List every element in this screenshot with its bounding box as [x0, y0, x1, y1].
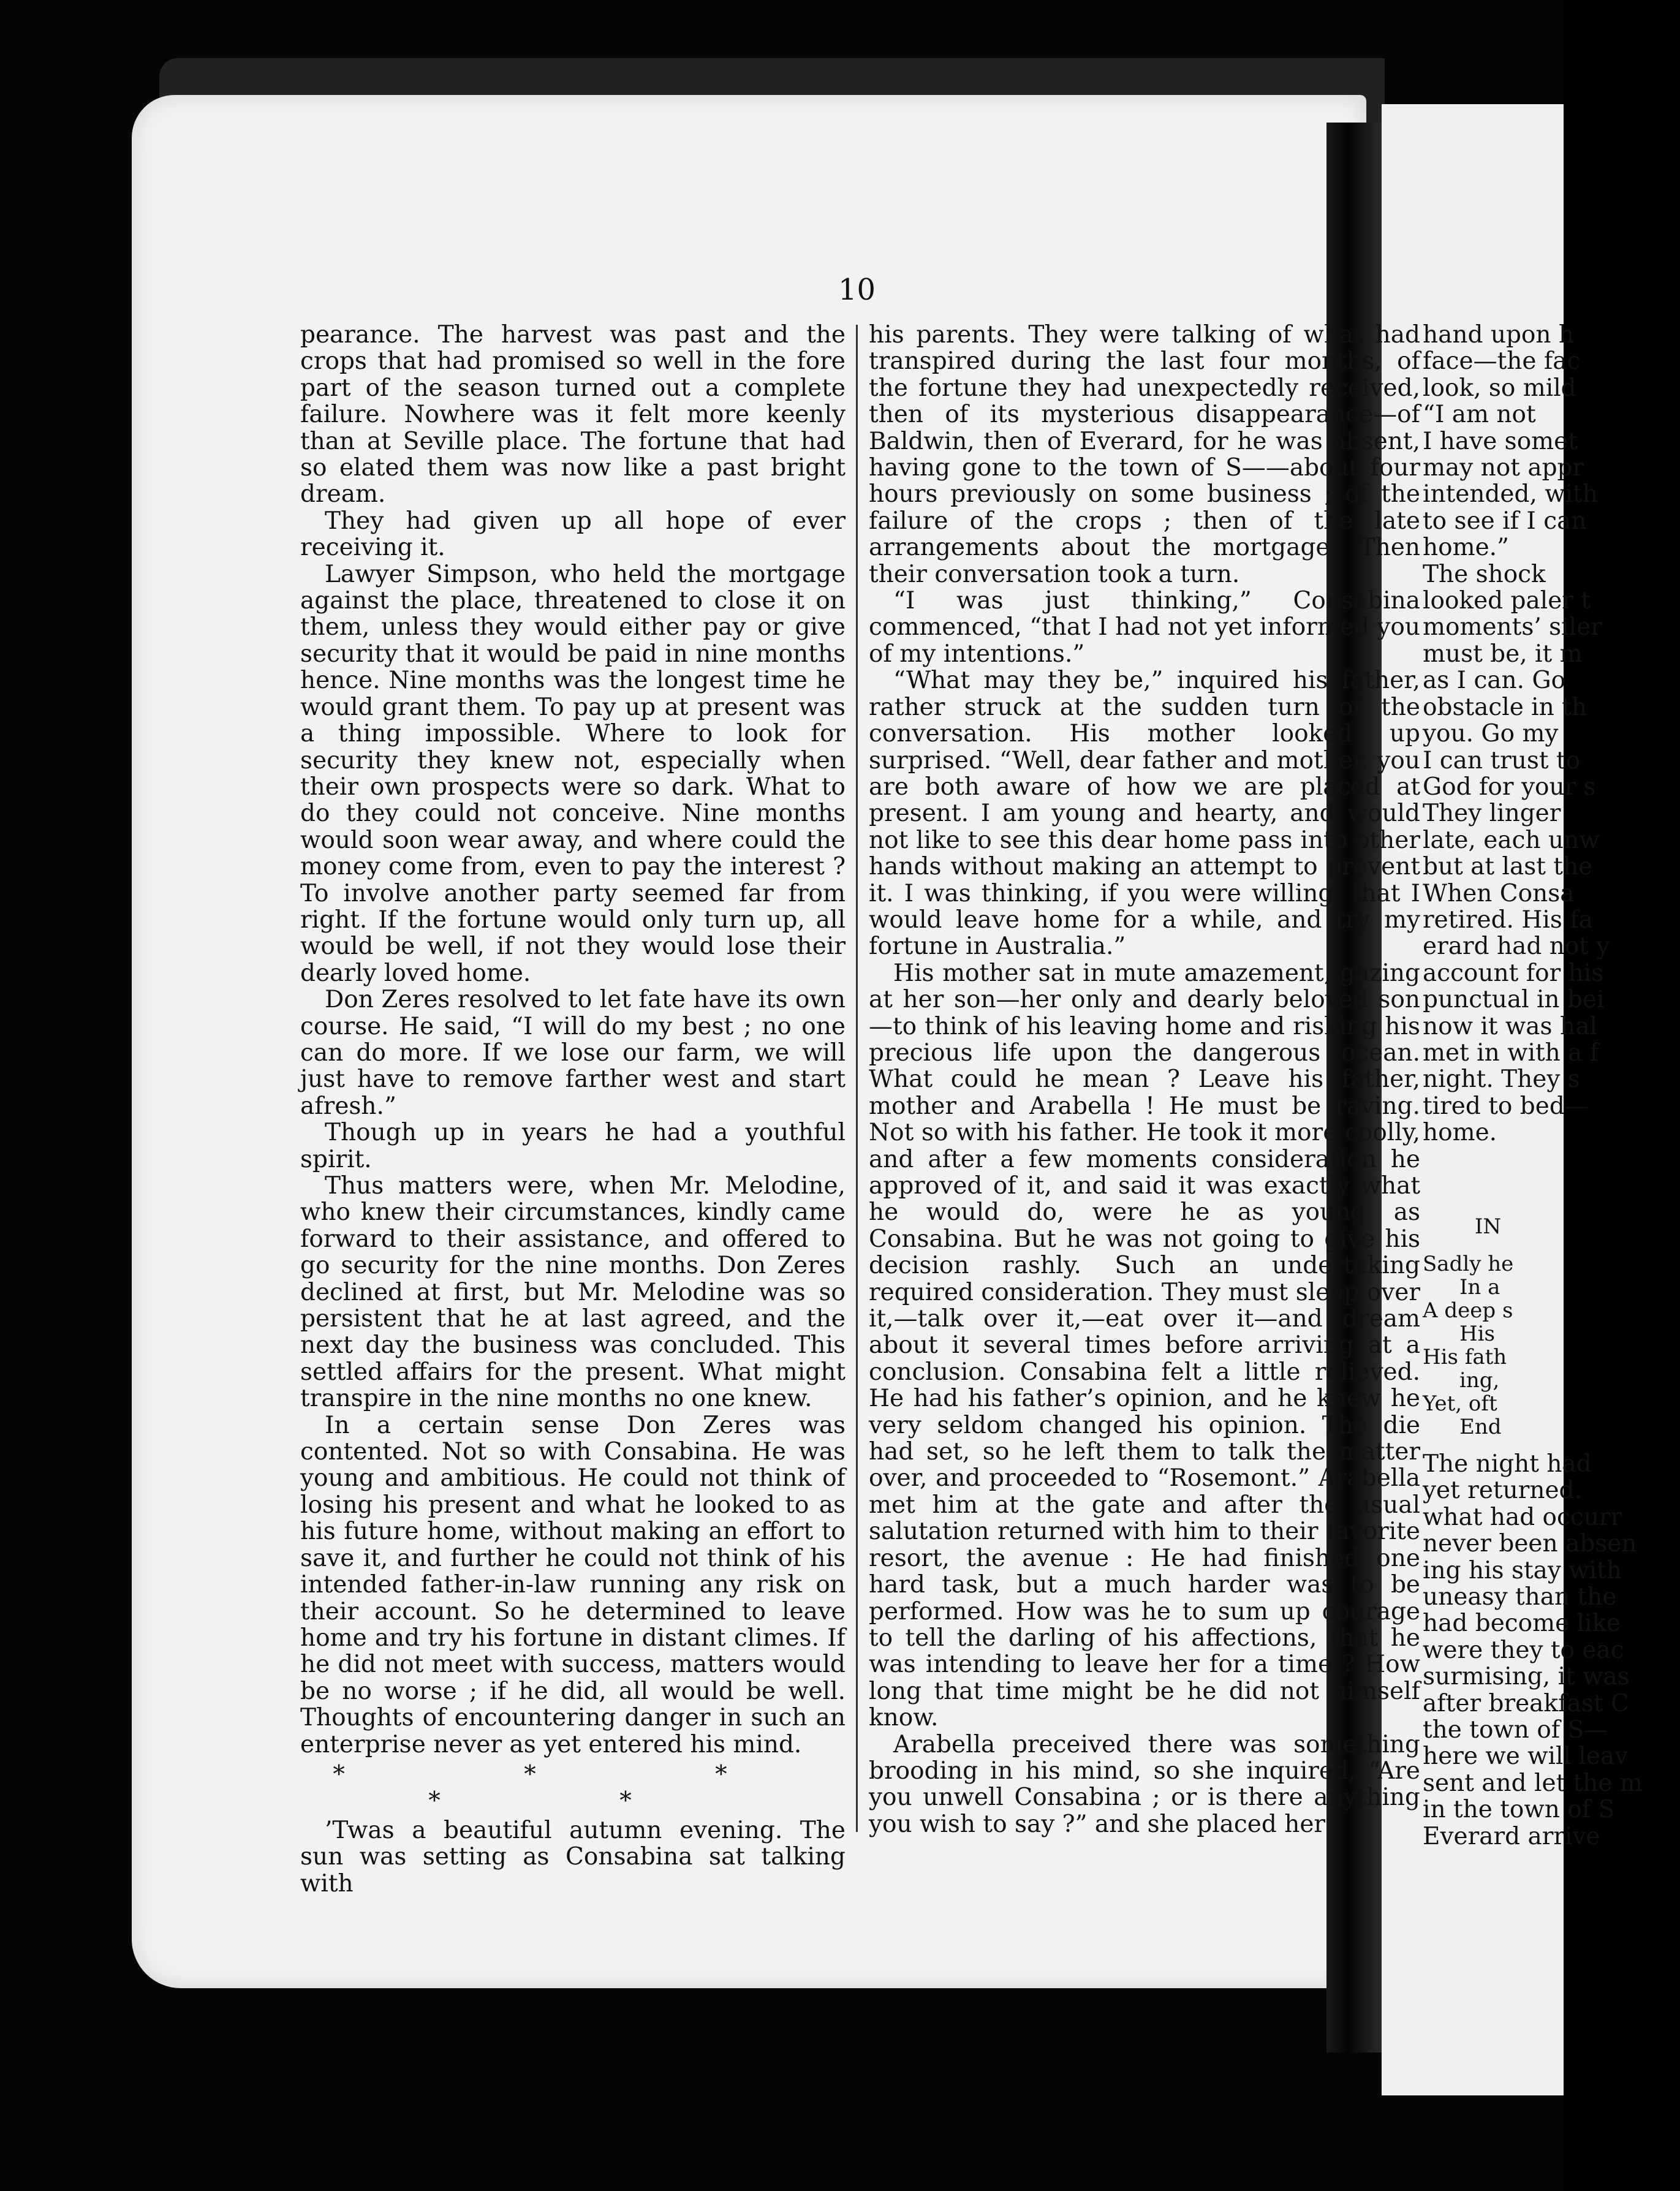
text-line-fragment: moments’ siler	[1423, 613, 1602, 641]
text-line-fragment: home.	[1423, 1119, 1497, 1147]
text-line-fragment: night. They s	[1423, 1065, 1580, 1094]
text-line-fragment: uneasy than the	[1423, 1583, 1617, 1611]
text-line-fragment: what had occurr	[1423, 1503, 1622, 1531]
paragraph: His mother sat in mute amazement, gazing at her son—her only and dearly beloved son—to think of his leaving home and risking his precious life upon the dangerous ocean. What could he mean ? Leave his father, mother and Arabella ! He must be raving. Not so with his father. He took it more coolly, and after a few moments consideration he approved of it, and said it was exactly what he would do, were he as young as Consabina. But he was not going to give his decision rashly. Such an undertaking required consideration. They must sleep over it,—talk over it,—eat over it—and dream about it several times before arriving at a conclusion. Consabina felt a little relieved. He had his father’s opinion, and he knew he very seldom changed his opinion. The die had set, so he left them to talk the matter over, and proceeded to “Rosemont.” Arabella met him at the gate and after the usual salutation returned with him to their favorite resort, the avenue : He had finished one hard task, but a much harder was to be performed. How was he to sum up courage to tell the darling of his affections, that he was intending to leave her for a time ? How long that time might be he did not himself know.	[869, 959, 1420, 1732]
paragraph: Don Zeres resolved to let fate have its own course. He said, “I will do my best ; no one can do more. If we lose our farm, we will just have to remove farther west and start afresh.”	[300, 986, 846, 1120]
text-line-fragment: obstacle in th	[1423, 693, 1587, 721]
text-line-fragment: after breakfast C	[1423, 1689, 1629, 1717]
paragraph: Lawyer Simpson, who held the mortgage against the place, threatened to close it on them, unless they would either pay or give security that it would be paid in nine months hence. Nine months was the longest time he would grant them. To pay up at present was a thing impossible. Where to look for security they knew not, especially when their own prospects were so dark. What to do they could not conceive. Nine months would soon wear away, and where could the money come from, even to pay the interest ? To involve another party seemed far from right. If the fortune would only turn up, all would be well, if not they would lose their dearly loved home.	[300, 560, 846, 987]
text-line-fragment: had become like	[1423, 1610, 1621, 1638]
paragraph: ’Twas a beautiful autumn evening. The sun was setting as Consabina sat talking with	[300, 1816, 846, 1898]
text-line-fragment: here we will leav	[1423, 1743, 1629, 1771]
text-line-fragment: never been absen	[1423, 1530, 1637, 1558]
text-line-fragment: must be, it m	[1423, 640, 1583, 668]
text-line-fragment: yet returned.	[1423, 1477, 1582, 1505]
paragraph: In a certain sense Don Zeres was contented. Not so with Consabina. He was young and ambitious. He could not think of losing his present and what he looked to as his future home, without making an effort to save it, and further he could not think of his intended father-in-law running any risk on their account. So he determined to leave home and try his fortune in distant climes. If he did not meet with success, matters would be no worse ; if he did, all would be well. Thoughts of encountering danger in such an enterprise never as yet entered his mind.	[300, 1411, 846, 1758]
text-line-fragment: His	[1459, 1322, 1495, 1346]
paragraph: “I was just thinking,” Consabina commenced, “that I had not yet informed you of my intentions.”	[869, 587, 1420, 668]
text-line-fragment: look, so mild	[1423, 374, 1576, 402]
text-line-fragment: I have somet	[1423, 427, 1578, 455]
text-line-fragment: sent and let the m	[1423, 1769, 1643, 1797]
text-line-fragment: “I am not	[1423, 401, 1536, 429]
text-line-fragment: erard had not y	[1423, 933, 1610, 961]
text-line-fragment: met in with a f	[1423, 1039, 1599, 1067]
paragraph: “What may they be,” inquired his father, rather struck at the sudden turn of the conversation. His mother looked up surprised. “Well, dear father and mother, you are both aware of how we are placed at present. I am young and hearty, and would not like to see this dear home pass into other hands without making an attempt to prevent it. I was thinking, if you were willing, that I would leave home for a while, and try my fortune in Australia.”	[869, 667, 1420, 961]
paragraph: They had given up all hope of ever receiving it.	[300, 507, 846, 562]
text-line-fragment: the town of S—	[1423, 1716, 1608, 1744]
left-text-column	[300, 322, 846, 1897]
text-line-fragment: God for your s	[1423, 773, 1596, 801]
text-line-fragment: you. Go my	[1423, 720, 1559, 748]
middle-text-column	[869, 321, 1420, 1838]
text-line-fragment: When Consa	[1423, 879, 1575, 907]
text-line-fragment: intended, with	[1423, 480, 1598, 509]
text-line-fragment: punctual in bei	[1423, 986, 1605, 1014]
text-line-fragment: as I can. Go	[1423, 667, 1566, 695]
text-line-fragment: In a	[1459, 1275, 1500, 1300]
right-text-column-fragment	[1423, 321, 1643, 1850]
text-line-fragment: hand upon h	[1423, 321, 1575, 349]
text-line-fragment: Sadly he	[1423, 1252, 1514, 1276]
paragraph: his parents. They were talking of what had transpired during the last four months, of the fortune they had unexpectedly received, then of its mysterious disappearance—of Baldwin, then of Everard, for he was absent, having gone to the town of S——about four hours previously on some business ; of the failure of the crops ; then of the late arrangements about the mortgage. Then their conversation took a turn.	[869, 321, 1420, 588]
paragraph: Thus matters were, when Mr. Melodine, who knew their circumstances, kindly came forward to their assistance, and offered to go security for the nine months. Don Zeres declined at first, but Mr. Melodine was so persistent that he at last agreed, and the next day the business was concluded. This settled affairs for the present. What might transpire in the nine months no one knew.	[300, 1172, 846, 1413]
text-line-fragment: Everard arrive	[1423, 1822, 1600, 1850]
poem-fragment	[1423, 1252, 1680, 1439]
text-line-fragment: The night had	[1423, 1450, 1592, 1478]
text-line-fragment: in the town of S	[1423, 1796, 1615, 1824]
text-line-fragment: His fath	[1423, 1345, 1507, 1369]
text-line-fragment: ing his stay with	[1423, 1556, 1622, 1584]
text-line-fragment: now it was hal	[1423, 1012, 1597, 1040]
page-number: 10	[838, 273, 876, 307]
text-line-fragment: A deep s	[1423, 1298, 1513, 1323]
text-line-fragment: The shock	[1423, 560, 1546, 588]
paragraph: Arabella preceived there was something brooding in his mind, so she inquired, “Are you unwell Consabina ; or is there anything you wish to say ?” and she placed her	[869, 1730, 1420, 1838]
text-line-fragment: tired to bed—	[1423, 1092, 1589, 1120]
text-line-fragment: They linger	[1423, 800, 1561, 828]
text-line-fragment: were they to eac	[1423, 1636, 1624, 1664]
text-line-fragment: surmising, it was	[1423, 1663, 1630, 1691]
text-line-fragment: looked paler t	[1423, 587, 1591, 615]
text-line-fragment: account for his	[1423, 959, 1604, 987]
text-line-fragment: Yet, oft	[1423, 1391, 1497, 1416]
text-line-fragment: but at last the	[1423, 853, 1593, 881]
text-line-fragment: End	[1459, 1415, 1502, 1439]
paragraph: pearance. The harvest was past and the crops that had promised so well in the fore part of the season turned out a complete failure. Nowhere was it felt more keenly than at Seville place. The fortune that had so elated them was now like a past bright dream.	[300, 321, 846, 509]
chapter-heading-fragment: IN	[1475, 1214, 1502, 1239]
text-line-fragment: I can trust to	[1423, 746, 1581, 774]
paragraph: Though up in years he had a youthful spirit.	[300, 1119, 846, 1173]
section-break-stars: * * * * *	[333, 1760, 813, 1815]
text-line-fragment: ing,	[1459, 1368, 1500, 1393]
text-line-fragment: face—the fac	[1423, 347, 1581, 376]
column-divider	[856, 325, 858, 1832]
text-line-fragment: late, each unw	[1423, 826, 1600, 854]
text-line-fragment: home.”	[1423, 534, 1509, 562]
text-line-fragment: may not appr	[1423, 454, 1584, 482]
text-line-fragment: to see if I can	[1423, 507, 1587, 535]
text-line-fragment: retired. His fa	[1423, 906, 1593, 934]
